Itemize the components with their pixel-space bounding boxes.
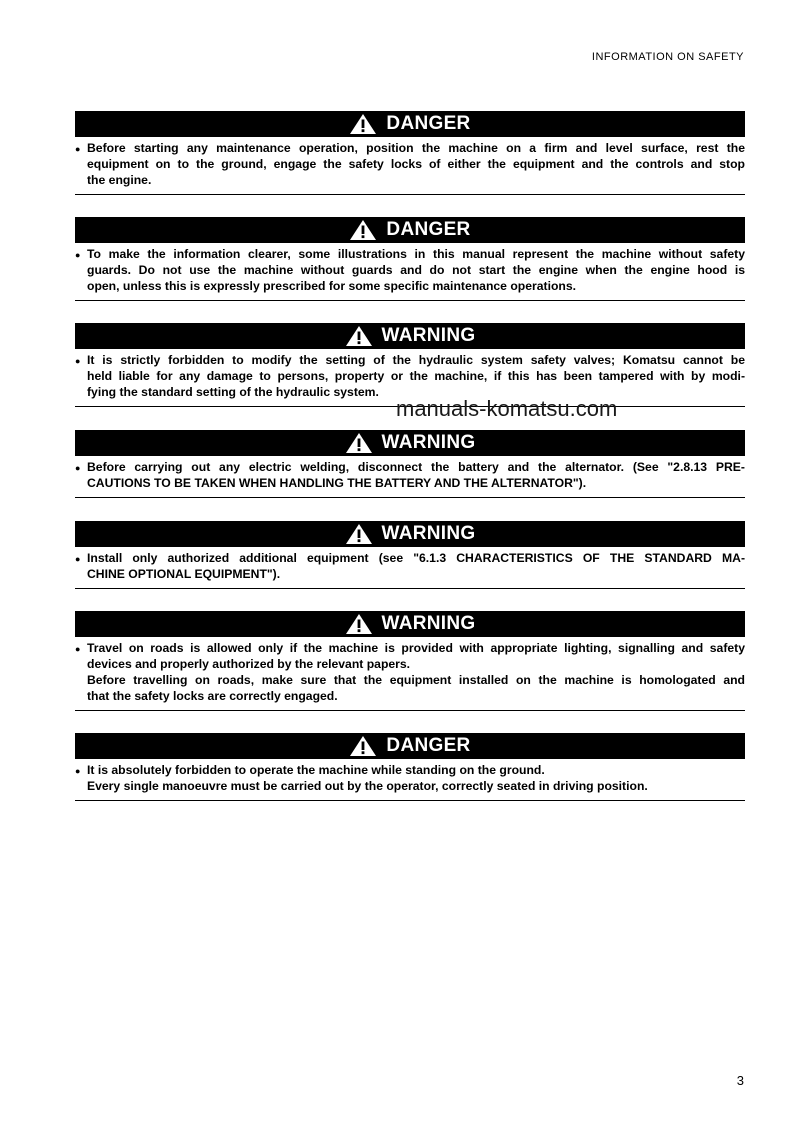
safety-notice-warning (75, 611, 745, 711)
warning-triangle-icon (345, 325, 373, 347)
notice-text-line: Install only authorized additional equipment (see "6.1.3 CHARACTERISTICS OF THE STANDARD MA- (87, 551, 745, 565)
notice-text-line: Every single manoeuvre must be carried out by the operator, correctly seated in driving position. (87, 779, 648, 793)
notice-text-line: Travel on roads is allowed only if the machine is provided with appropriate lighting, signalling and safety (87, 641, 745, 655)
notice-text-line: held liable for any damage to persons, property or the machine, if this has been tampered with by modi- (87, 369, 745, 383)
running-header: INFORMATION ON SAFETY (591, 51, 744, 63)
notice-bullet-item (75, 246, 745, 294)
notice-level-label: WARNING (381, 613, 476, 634)
warning-triangle-icon (345, 432, 373, 454)
safety-notice-warning (75, 521, 745, 589)
notice-bullet-item (75, 550, 745, 582)
notice-text-line: Before starting any maintenance operation, position the machine on a firm and level surface, rest the (87, 141, 745, 155)
notice-text-line: devices and properly authorized by the relevant papers. (87, 657, 411, 671)
notice-bullet-item (75, 762, 745, 794)
notice-text-line: the engine. (87, 173, 152, 187)
notice-text (87, 352, 745, 400)
notice-header-bar (75, 323, 745, 349)
warning-triangle-icon (345, 613, 373, 635)
notice-bullet-item (75, 640, 745, 704)
notice-text (87, 140, 745, 188)
notice-level-label: WARNING (381, 325, 476, 346)
safety-notice-danger (75, 217, 745, 301)
notice-text-line: guards. Do not use the machine without guards and do not start the engine when the engine hood is (87, 263, 745, 277)
bullet-dot-icon: ● (75, 463, 81, 473)
notice-text-line: Before travelling on roads, make sure that the equipment installed on the machine is homologated and (87, 673, 745, 687)
notice-level-label: WARNING (381, 523, 476, 544)
notice-text (87, 550, 745, 582)
notice-body (75, 137, 745, 194)
notice-header-bar (75, 217, 745, 243)
notice-body (75, 637, 745, 710)
bullet-dot-icon: ● (75, 250, 81, 260)
warning-triangle-icon (349, 219, 377, 241)
notice-text-line: It is strictly forbidden to modify the setting of the hydraulic system safety valves; Komatsu cannot be (87, 353, 745, 367)
notice-bullet-item (75, 140, 745, 188)
notice-header-bar (75, 521, 745, 547)
notice-body (75, 759, 745, 800)
notice-header-bar (75, 430, 745, 456)
notice-text-line: open, unless this is expressly prescribed for some specific maintenance operations. (87, 279, 577, 293)
page-number: 3 (736, 1073, 744, 1088)
bullet-dot-icon: ● (75, 356, 81, 366)
notice-header-bar (75, 111, 745, 137)
notice-bullet-item (75, 352, 745, 400)
notice-body (75, 547, 745, 588)
notice-level-label: WARNING (381, 432, 476, 453)
notice-text-line: It is absolutely forbidden to operate the machine while standing on the ground. (87, 763, 545, 777)
bullet-dot-icon: ● (75, 644, 81, 654)
watermark: manuals-komatsu.com (396, 396, 618, 421)
warning-triangle-icon (349, 113, 377, 135)
bullet-dot-icon: ● (75, 144, 81, 154)
notice-text-line: Before carrying out any electric welding, disconnect the battery and the alternator. (See "2.8.13 PRE- (87, 460, 745, 474)
notice-level-label: DANGER (386, 735, 471, 756)
notice-level-label: DANGER (386, 219, 471, 240)
warning-triangle-icon (349, 735, 377, 757)
safety-notice-warning (75, 323, 745, 407)
notice-text (87, 762, 745, 794)
notice-header-bar (75, 733, 745, 759)
bullet-dot-icon: ● (75, 766, 81, 776)
notice-header-bar (75, 611, 745, 637)
safety-notice-warning (75, 430, 745, 498)
notice-level-label: DANGER (386, 113, 471, 134)
notice-text-line: equipment on to the ground, engage the safety locks of either the equipment and the controls and stop (87, 157, 745, 171)
notice-text-line: CAUTIONS TO BE TAKEN WHEN HANDLING THE BATTERY AND THE ALTERNATOR"). (87, 476, 587, 490)
notice-text (87, 459, 745, 491)
notice-body (75, 456, 745, 497)
notice-text-line: fying the standard setting of the hydraulic system. (87, 385, 379, 399)
safety-notice-danger (75, 111, 745, 195)
notice-text-line: CHINE OPTIONAL EQUIPMENT"). (87, 567, 281, 581)
notice-text (87, 246, 745, 294)
safety-notice-danger (75, 733, 745, 801)
notice-body (75, 243, 745, 300)
notice-bullet-item (75, 459, 745, 491)
notice-text (87, 640, 745, 704)
warning-triangle-icon (345, 523, 373, 545)
bullet-dot-icon: ● (75, 554, 81, 564)
notice-text-line: that the safety locks are correctly engaged. (87, 689, 338, 703)
notice-text-line: To make the information clearer, some illustrations in this manual represent the machine without safety (87, 247, 745, 261)
